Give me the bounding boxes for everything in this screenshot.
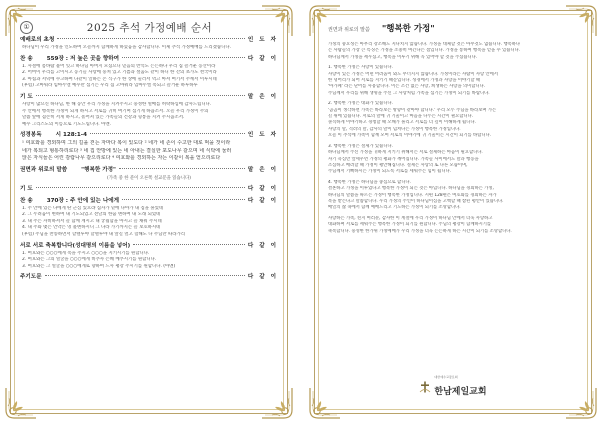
order-item-row xyxy=(20,55,278,64)
church-footer xyxy=(324,376,582,398)
order-item-leader: 인 도 자 xyxy=(247,132,278,139)
order-item-row xyxy=(20,273,278,282)
sermon-paragraph-line: 하나님께서 가정을 세우셨고, 행복을 이루기 위해 꼭 있어야 할 것을 주셨습니다. xyxy=(328,54,478,60)
order-item-row xyxy=(20,185,278,194)
order-item-text: 말씀 앞에 겸손히 서게 하시고, 흩어져 있는 가족들의 건강과 형통을 지켜 주시옵소서. xyxy=(22,115,185,121)
dotted-leader xyxy=(90,133,245,134)
order-item-row xyxy=(20,131,278,140)
order-item-row xyxy=(20,93,278,102)
order-item-text: (후렴) 고마워라 임마누엘 예수만 섬기는 우리 집 고마워라 임마누엘 복되고 즐거운 하루하루 xyxy=(22,83,198,89)
order-item-label: 기 도 xyxy=(20,185,33,192)
order-item-row xyxy=(20,242,278,251)
dotted-leader xyxy=(122,199,245,200)
dotted-leader xyxy=(45,275,245,276)
sermon-point-heading: 3. 행복한 가정은 절제가 있습니다. xyxy=(328,143,393,149)
scripture-line: 네가 복되고 형통하리로다 ³ 네 집 안방에 있는 네 아내는 결실한 포도나무 같으며 네 식탁에 둘러 xyxy=(22,147,232,154)
order-item-text: 사랑이 많으신 하나님, 한 해 동안 우리 가정을 지켜주시고 풍성한 열매를 허락하심에 감사드립니다. xyxy=(22,101,212,107)
order-item-row xyxy=(20,166,278,175)
sermon-body xyxy=(324,42,582,235)
page-number: ① xyxy=(20,21,33,34)
order-item-leader: 다 같 이 xyxy=(247,197,278,204)
sermon-paragraph-line: 자기 욕심만 앞세우면 가정의 평화가 깨어집니다. 가족들 사이에서도 말과 행동을 xyxy=(328,156,479,162)
sermon-paragraph-line: 오늘 이 추석에 가족이 함께 모여 서로의 이야기에 귀 기울이는 시간이 되기를 바랍니다. xyxy=(328,133,492,139)
sermon-paragraph-line: 사랑이 있는 가정은 어떤 어려움이 와도 무너지지 않습니다. 가정이라는 사람이 사랑 안에서 xyxy=(328,71,498,77)
order-item-detail: "행복한 가정" xyxy=(81,166,116,173)
page-title: 2025 추석 가정예배 순서 xyxy=(86,21,213,34)
dotted-leader xyxy=(119,168,245,169)
order-item-row xyxy=(20,36,278,45)
order-item-leader: 맡 은 이 xyxy=(247,166,278,173)
order-item-text: 3. 내 주는 자비하셔서 늘 함께 계시고 내 궁핍함을 아시고 늘 채워 주시네 xyxy=(22,218,162,224)
church-name: 한남제일교회 xyxy=(434,387,487,397)
order-item-text: 3. 아침과 저녁에 수고하여 다같이 일하는 온 식구가 한 상에 둘러서 먹고 마셔 여기서 주께서 이루시네 xyxy=(22,76,217,82)
order-item-text: 3. 여호와는 그 얼굴을 ○○○에게로 향하여 드사 평강 주시기를 원합니다. (아멘) xyxy=(22,263,176,269)
sermon-paragraph-line: 복을 받는다고 말씀합니다. 우리 가정의 주인이 하나님이심을 고백할 때 참된 평안이 있습니다. xyxy=(328,198,504,204)
sermon-paragraph-line: 주님께서 기뻐하시는 가정이 되도록 서로를 세워주는 힘이 됩니다. xyxy=(328,169,451,175)
dotted-leader xyxy=(36,95,245,96)
sermon-paragraph-line: 조심하고 배려할 때 가정이 평안해집니다. 절제는 사랑의 또 다른 모습이며, xyxy=(328,162,468,168)
order-item-label: 기 도 xyxy=(20,93,33,100)
order-item-text: 하나님이 우리 가정을 인도하여 오늘까지 함께하게 하셨음을 감사합니다. 이제 추석 가정예배를 드리겠습니다. xyxy=(22,45,232,50)
sermon-point-heading: 2. 행복한 가정은 대화가 있습니다. xyxy=(328,101,393,107)
church-logo-icon xyxy=(419,381,431,393)
scripture-line: ¹ 여호와를 경외하며 그의 길을 걷는 자마다 복이 있도다 ² 네가 네 손이 수고한 대로 먹을 것이라 xyxy=(22,140,231,147)
sermon-point-heading: 1. 행복한 가정은 사랑이 있습니다. xyxy=(328,65,393,71)
sermon-paragraph-line: '아가페' 라는 단어를 사용합니다. 이는 조건 없는 사랑, 희생하는 사랑을 의미합니다. xyxy=(328,84,486,90)
sermon-title: "행복한 가정" xyxy=(381,24,435,34)
order-item-text: 2. 여호와는 그의 얼굴을 ○○○에게 비추사 은혜 베푸시기를 원합니다. xyxy=(22,257,157,263)
order-item-leader: 인 도 자 xyxy=(247,37,278,43)
order-item-detail: 370장 : 주 안에 있는 나에게 xyxy=(46,197,120,204)
order-item-leader: 다 같 이 xyxy=(247,274,278,281)
order-item-leader: 다 같 이 xyxy=(247,55,278,62)
order-item-leader: 다 같 이 xyxy=(247,242,278,249)
order-item-label: 성경봉독 xyxy=(20,132,42,139)
dotted-leader xyxy=(57,38,245,39)
order-item-label: 찬 송 xyxy=(20,55,33,62)
dotted-leader xyxy=(36,187,245,188)
sermon-label: 권면과 위로의 말씀 xyxy=(328,27,370,33)
order-item-detail: 시 128:1-4 xyxy=(55,132,87,139)
sermon-paragraph-line: 솔직하게 이야기하고 경청할 때 오해가 풀리고 서로를 더 깊이 이해하게 됩니다. xyxy=(328,120,476,126)
worship-order-list xyxy=(20,36,278,285)
order-header xyxy=(20,18,278,36)
sermon-paragraph-line: '곰곰이 생각하면 가족은 바라보는 방향이 같아야 합니다.' 우리 모두 주님을 바라보며 가는 xyxy=(328,107,497,113)
sermon-paragraph-line: 사랑하는 가족, 친지 여러분, 감사한 이 계절에 우리 가정이 하나님 안에서 더욱 사랑하고 xyxy=(328,215,493,221)
sermon-paragraph-line: 가정의 중요성은 아무리 강조해도 지나치지 않습니다. 가정을 대체할 것은 아무것도 없습니다. 행복하다 xyxy=(328,42,521,47)
dotted-leader xyxy=(122,57,245,58)
order-item-text: 1. 사철에 봄바람 불어 잇고 하나님 아버지 모셨으니 믿음의 반석도 든든하다 우리 집 즐거운 동산이라 xyxy=(22,63,216,69)
order-item-text: 예수 그리스도의 이름으로 기도드립니다. 아멘. xyxy=(22,121,111,127)
sermon-paragraph-line: 축복합니다. 풍성한 한가위 가정예배가 우리 가정을 더욱 든든하게 하는 시간이 되기를 소망합니다. xyxy=(328,228,512,234)
order-item-label: 찬 송 xyxy=(20,197,33,204)
order-item-text: 2. 어버이 우리를 고이시고 동기들 사랑에 뭉쳐 있고 기쁨과 설움도 같이 하니 한 간의 초가도 천국이라 xyxy=(22,70,217,76)
sermon-paragraph-line: 하나님의 말씀을 따르는 가정이 행복한 가정입니다. 시편 128편은 여호와를 경외하는 자가 xyxy=(328,192,497,198)
sermon-header xyxy=(324,22,582,42)
spacer xyxy=(20,282,278,285)
sermon-paragraph-line: 사랑의 말, 격려의 말, 감사의 말이 넘쳐나는 가정이 행복한 가정입니다. xyxy=(328,126,461,132)
right-content xyxy=(324,18,582,406)
order-item-text: (후렴) 주님을 찬송하면서 할렐루야 할렐루야 내 앞길 멀고 험해도 나 주님만 따라가리 xyxy=(22,231,185,237)
sermon-paragraph-line: 하나님께서 주신 가정을 귀하게 지키기 위해서는 서로 절제하는 마음이 필요합니다. xyxy=(328,150,483,156)
order-item-text: 주 안에서 행복한 가정이 되게 하시고 서로를 귀히 여기며 섬기게 하옵소서. 오늘 우리 가정이 주의 xyxy=(22,108,209,114)
scripture-line: 앉은 자식들은 어린 감람나무 같으리로다 ⁴ 여호와를 경외하는 자는 이같이 복을 얻으리로다 xyxy=(22,155,221,162)
sermon-paragraph-line: 대화하며 서로를 세워주는 행복한 가정이 되기를 원합니다. 주님의 평강이 함께하시기를 xyxy=(328,222,492,228)
order-item-text: 1. 주 안에 있는 나에게 딴 근심 있으랴 십자가 밑에 나아가 내 짐을 풀었네 xyxy=(22,205,164,211)
order-item-label: 예배로의 초청 xyxy=(20,37,55,43)
order-item-label: 서로 서로 축복합니다(성대명의 이름을 넣어) xyxy=(20,242,131,249)
sermon-paragraph-line: 한 덩어리가 되어 서로를 지키기 때문입니다. 성경에서 가정과 사랑을 이야기할 때 xyxy=(328,78,480,84)
order-item-leader: 다 같 이 xyxy=(247,185,278,192)
sermon-paragraph-line: 주님께서 우리를 위해 생명을 주신 그 사랑처럼 가족을 섬기는 가정이 되기를 바랍니다. xyxy=(328,90,490,96)
sermon-point-heading: 4. 행복한 가정은 하나님을 중심으로 합니다. xyxy=(328,179,411,185)
sermon-paragraph-line: 는 사람들의 가장 큰 특징은 가정을 소중히 여긴다는 점입니다. 가정을 통하여 행복을 얻을 수 있습니다. xyxy=(328,48,521,54)
dotted-leader xyxy=(133,244,245,245)
order-item-note: (가족 중 한 분이 오른쪽 설교문을 읽습니다) xyxy=(107,175,191,181)
order-item-text: 1. 여호와는 ○○○에게 복을 주시고 ○○○을 지키시기를 원합니다. xyxy=(22,250,150,256)
order-item-detail: 559장 : 저 높은 곳을 향하여 xyxy=(46,55,120,62)
order-item-row xyxy=(20,197,278,206)
left-content xyxy=(20,18,278,406)
order-item-label: 주기도문 xyxy=(20,274,42,281)
sermon-paragraph-line: 결혼하고 가정을 이루었다고 행복한 가정이 되는 것은 아닙니다. 하나님을 경외하는 가정, xyxy=(328,186,494,192)
order-item-text: 4. 내 주와 맺은 언약은 영 불변하시니 그 나라 가기까지는 늘 보호하시네 xyxy=(22,225,161,231)
order-item-text: 2. 그 두려움이 변하여 내 기도되었고 전날의 한숨 변하여 내 노래 되었네 xyxy=(22,212,161,218)
sermon-paragraph-line: 길 위에 있습니다. 서로의 말에 귀 기울이고 마음을 나누는 시간이 필요합니다. xyxy=(328,114,474,120)
order-item-leader: 맡 은 이 xyxy=(247,93,278,100)
order-item-label: 권면과 위로의 말씀 xyxy=(20,166,68,173)
left-page xyxy=(4,4,294,420)
sermon-paragraph-line: 매일의 삶 속에서 함께 예배드리고 기도하는 가정이 되기를 소망합니다. xyxy=(328,205,461,211)
right-page xyxy=(308,4,598,420)
church-subtitle: 대한예수교장로회 xyxy=(434,375,458,379)
